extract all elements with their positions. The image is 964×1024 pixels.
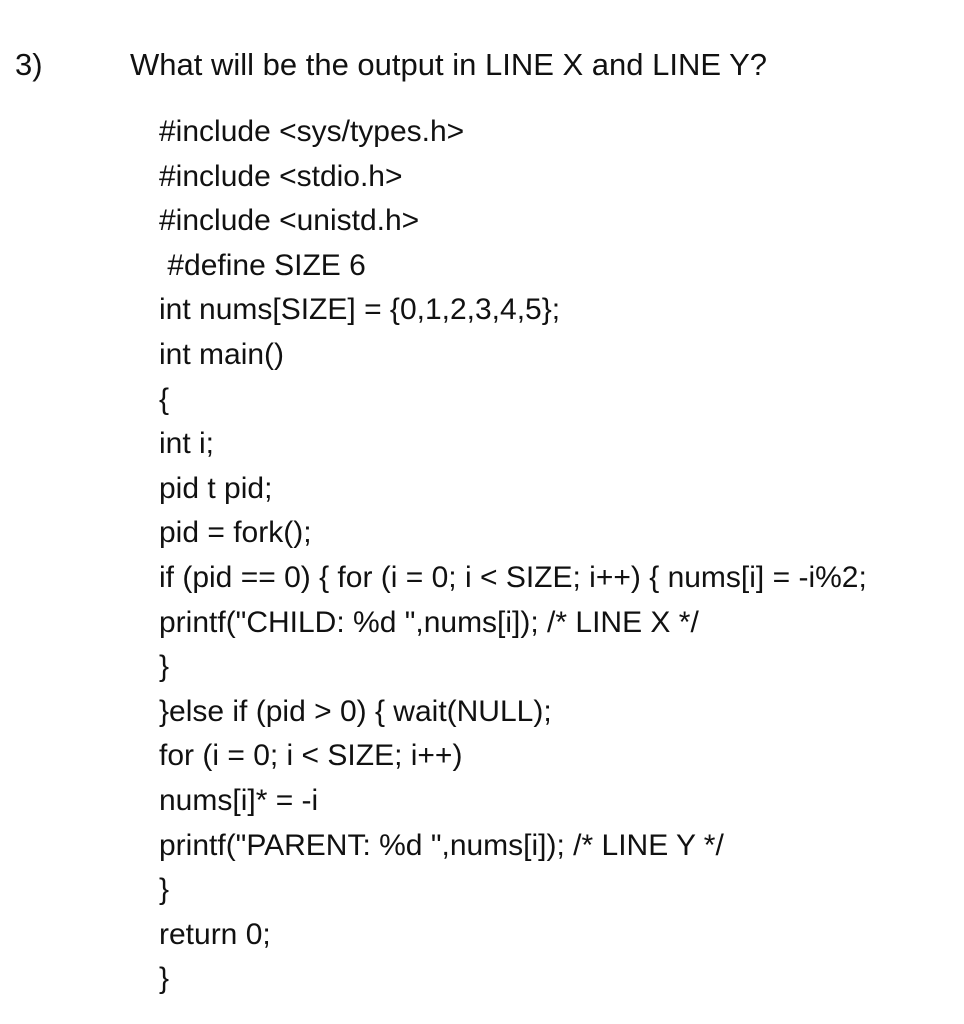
question-number: 3) [15,47,43,82]
code-line: } [159,650,170,684]
code-line: int nums[SIZE] = {0,1,2,3,4,5}; [159,293,561,327]
code-line: return 0; [159,917,271,951]
code-line: if (pid == 0) { for (i = 0; i < SIZE; i++) { nums[i] = -i%2; [159,560,867,594]
code-line: #include <sys/types.h> [159,115,465,148]
code-line: int main() [159,337,285,371]
code-line: } [159,873,170,907]
code-line: nums[i]* = -i [159,783,319,817]
code-line: { [159,382,170,416]
code-line: pid t pid; [159,471,273,505]
code-line: #define SIZE 6 [159,248,366,282]
code-line: #include <unistd.h> [159,204,420,238]
code-line: pid = fork(); [159,516,312,550]
code-line: } [159,962,170,996]
code-line: printf("CHILD: %d ",nums[i]); /* LINE X */ [159,605,699,639]
code-line: for (i = 0; i < SIZE; i++) [159,739,463,773]
code-line: int i; [159,427,215,461]
code-line: }else if (pid > 0) { wait(NULL); [159,694,552,728]
code-line: printf("PARENT: %d ",nums[i]); /* LINE Y */ [159,828,724,862]
code-line: #include <stdio.h> [159,159,403,193]
question-text: What will be the output in LINE X and LINE Y? [130,47,768,82]
code-block [159,110,959,1002]
